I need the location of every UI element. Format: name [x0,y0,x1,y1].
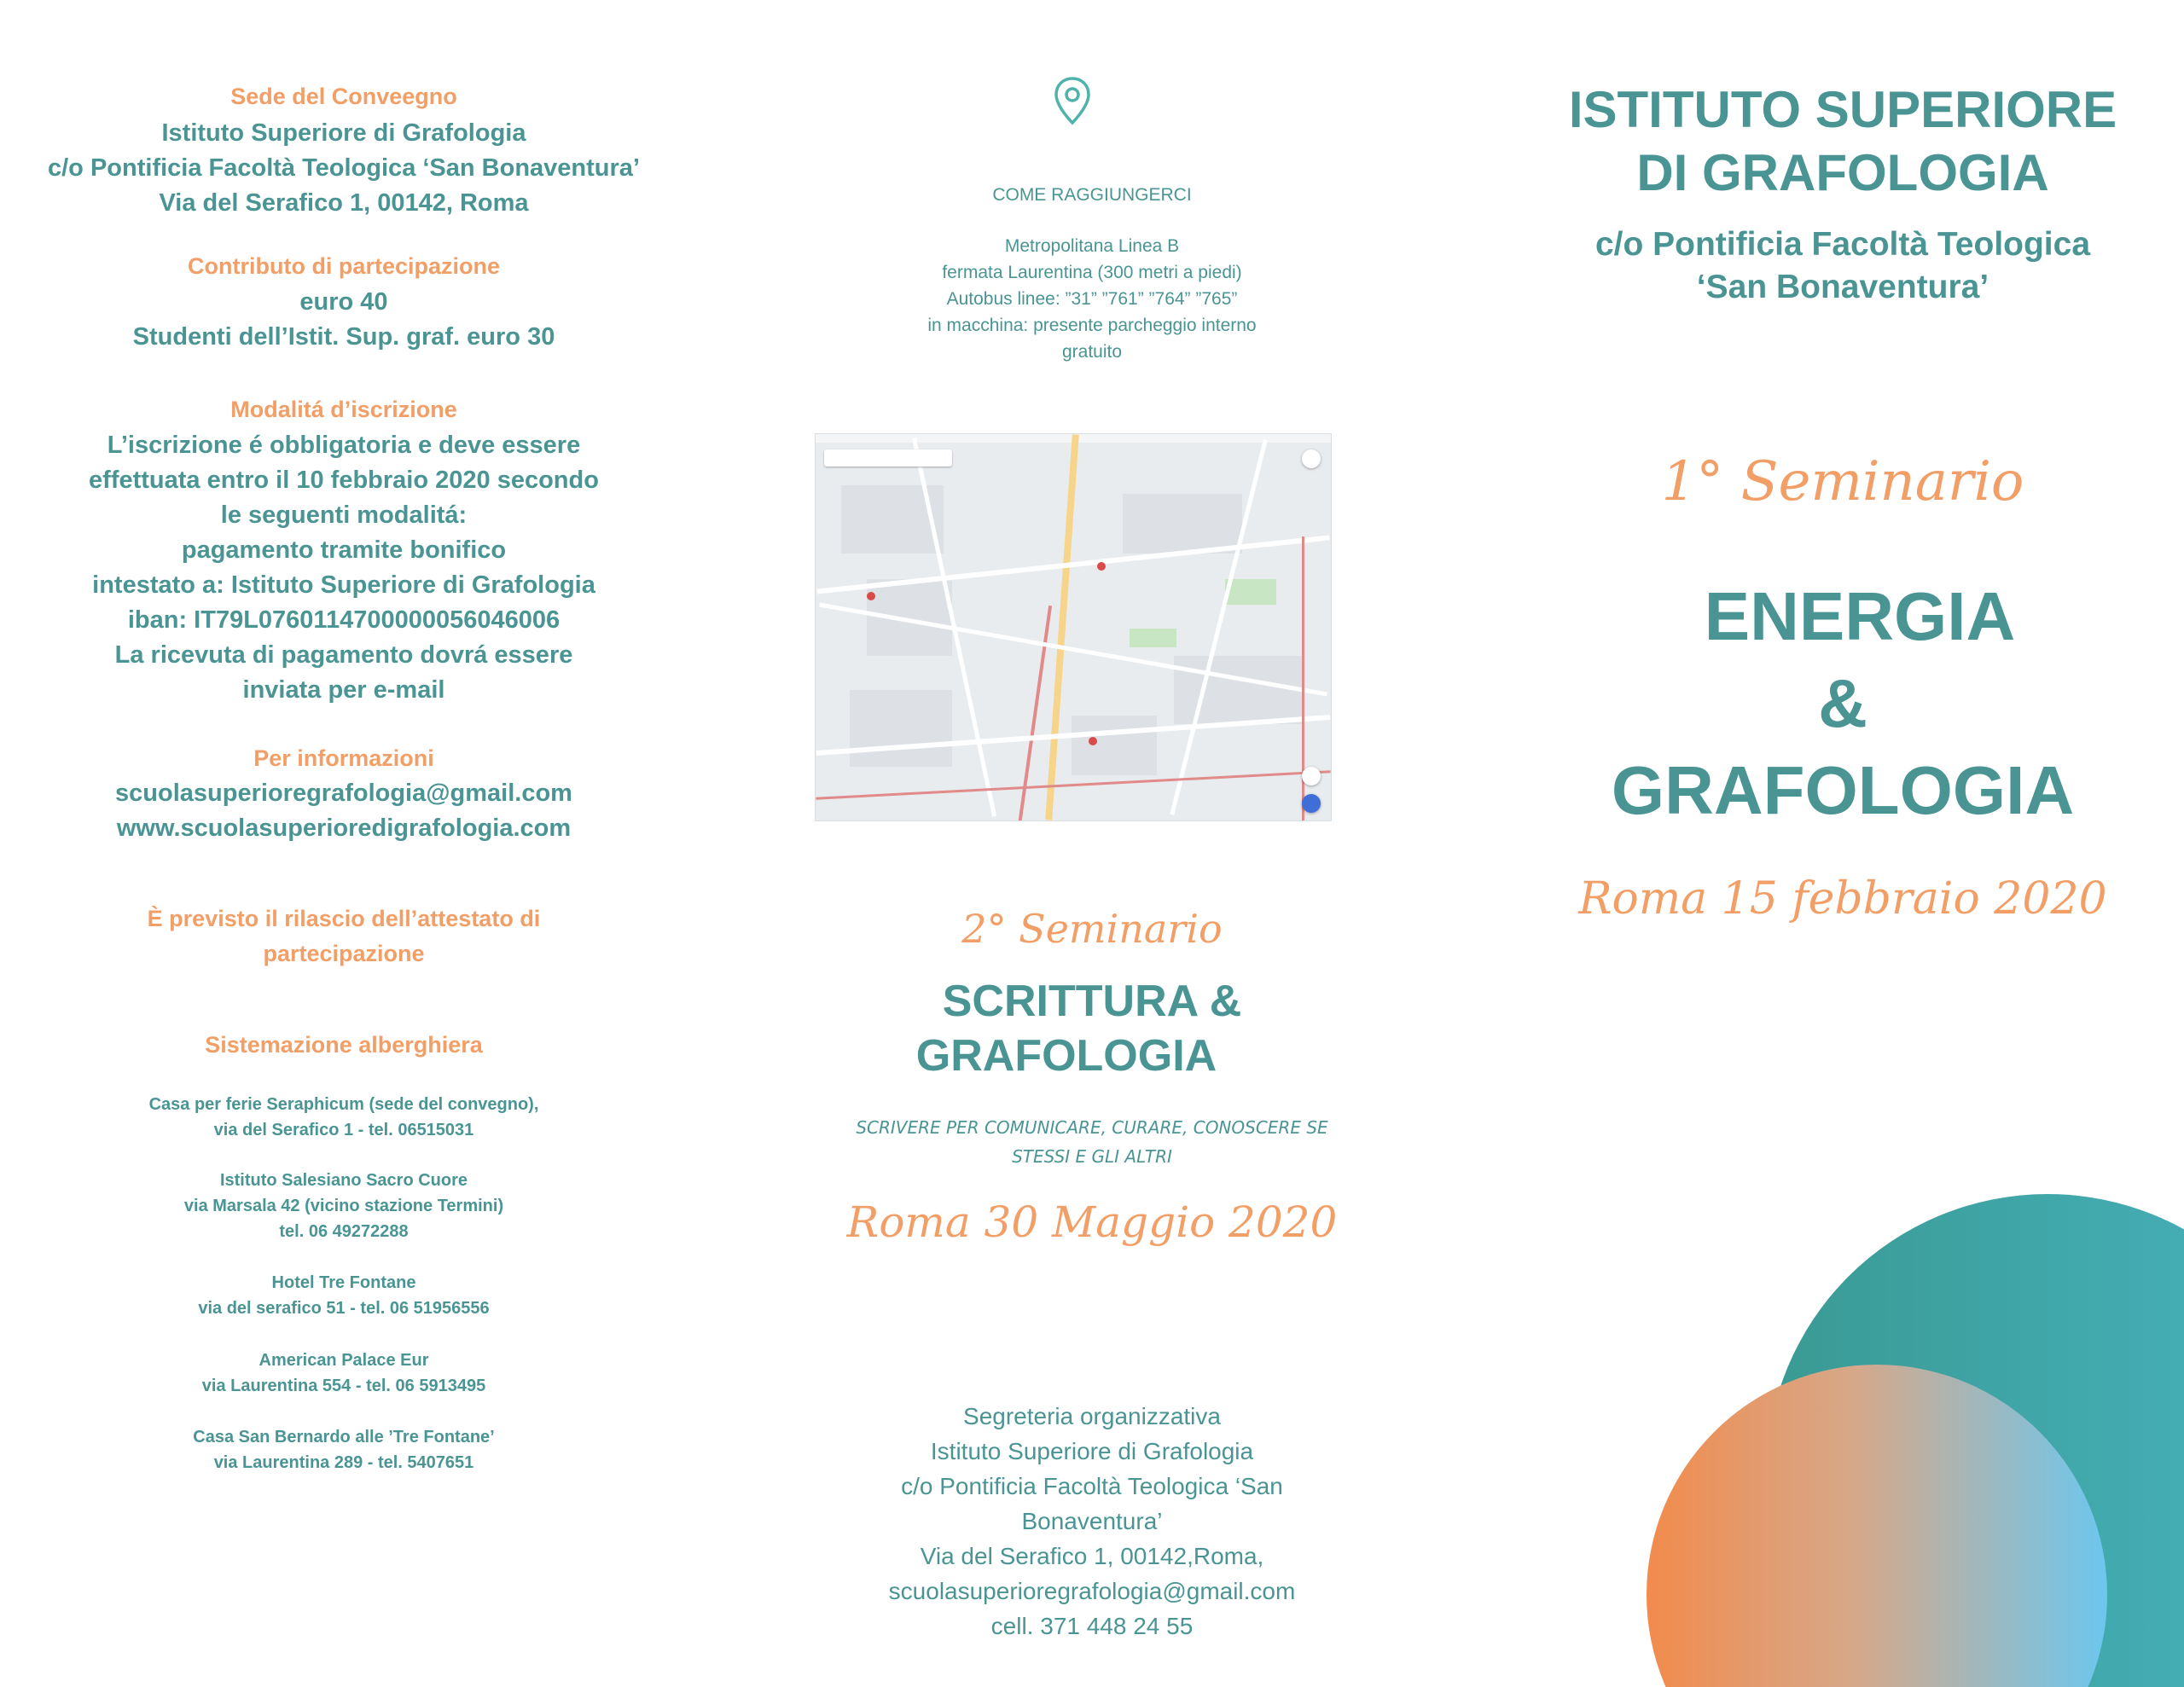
hotel-heading: Sistemazione alberghiera [205,1032,483,1058]
institute-title [1502,78,2184,205]
seminar2-subtitle-line: STESSI E GLI ALTRI [1012,1146,1172,1167]
enroll-line: La ricevuta di pagamento dovrá essere [114,641,573,669]
seminar1-title-line: & [1818,665,1867,741]
hotel-line: Casa per ferie Seraphicum (sede del convegno), [148,1095,539,1114]
map-marker [1089,737,1097,745]
fee-heading: Contributo di partecipazione [187,253,500,279]
secretariat-line: Istituto Superiore di Grafologia [930,1438,1254,1464]
hotel-entry [0,1092,688,1143]
hotel-entry [0,1348,688,1399]
map-marker [1097,562,1106,571]
map-park [1225,579,1276,605]
enroll-line: inviata per e-mail [242,676,445,704]
secretariat-block [768,1399,1416,1644]
hotel-line: Hotel Tre Fontane [271,1273,416,1292]
seminar2-date: Roma 30 Maggio 2020 [846,1197,1338,1247]
decorative-circles [1621,1194,2184,1687]
venue-line: c/o Pontificia Facoltà Teologica ‘San Bonaventura’ [48,154,640,182]
seminar1-title [1502,573,2184,834]
certificate-line: È previsto il rilascio dell’attestato di [147,906,541,931]
venue-heading: Sede del Conveegno [230,84,457,109]
location-pin-icon [1051,75,1094,128]
seminar1-title-line: ENERGIA [1704,578,2016,654]
seminar2-title-line: GRAFOLOGIA [915,1031,1217,1081]
institute-title-line: ISTITUTO SUPERIORE [1568,81,2117,138]
secretariat-line: Via del Serafico 1, 00142,Roma, [920,1543,1264,1569]
seminar2-title [768,974,1416,1083]
secretariat-line: Segreteria organizzativa [963,1403,1221,1429]
hotel-line: Istituto Salesiano Sacro Cuore [219,1171,468,1190]
seminar1-label: 1° Seminario [1661,450,2024,513]
map-park [1130,629,1176,647]
venue-line: Istituto Superiore di Grafologia [161,119,526,147]
directions-line: Autobus linee: ”31” ”761” ”764” ”765” [946,289,1238,309]
seminar2-title-line: SCRITTURA & [942,977,1242,1026]
enroll-line: le seguenti modalitá: [220,501,468,529]
map-layers-button [1302,449,1321,468]
institute-title-line: DI GRAFOLOGIA [1636,144,2049,201]
hotel-entry [0,1168,688,1244]
host-line: c/o Pontificia Facoltà Teologica [1594,226,2091,263]
enroll-iban: iban: IT79L0760114700000056046006 [127,606,561,634]
seminar2-subtitle-line: SCRIVERE PER COMUNICARE, CURARE, CONOSCERE SE [856,1117,1328,1138]
hotel-line: via del Serafico 1 - tel. 06515031 [213,1121,474,1139]
host-line: ‘San Bonaventura’ [1696,269,1989,305]
info-email[interactable]: scuolasuperioregrafologia@gmail.com [115,780,572,807]
map-directions-button [1302,794,1321,813]
directions-line: fermata Laurentina (300 metri a piedi) [942,263,1242,282]
hotel-line: tel. 06 49272288 [279,1222,409,1241]
enroll-line: intestato a: Istituto Superiore di Grafologia [92,571,595,599]
enroll-line: pagamento tramite bonifico [181,536,507,564]
certificate-line: partecipazione [263,941,425,966]
directions-line: in macchina: presente parcheggio interno [927,316,1257,335]
directions-line: Metropolitana Linea B [1004,236,1180,256]
enroll-line: effettuata entro il 10 febbraio 2020 secondo [89,467,599,494]
enroll-heading: Modalitá d’iscrizione [230,397,457,422]
fee-line: Studenti dell’Istit. Sup. graf. euro 30 [132,323,555,351]
secretariat-phone: cell. 371 448 24 55 [990,1613,1194,1639]
map-marker [867,592,875,600]
secretariat-line: c/o Pontificia Facoltà Teologica ‘San [901,1473,1283,1499]
hotel-entry [0,1424,688,1475]
hotel-line: via Marsala 42 (vicino stazione Termini) [183,1197,504,1215]
seminar1-date: Roma 15 febbraio 2020 [1578,873,2107,925]
info-website[interactable]: www.scuolasuperioredigrafologia.com [116,815,572,842]
directions-line: gratuito [1061,342,1123,362]
seminar1-title-line: GRAFOLOGIA [1611,752,2075,828]
map-search-bar [824,449,952,467]
certificate-note [0,901,688,971]
host-institution [1502,223,2184,309]
secretariat-line: Bonaventura’ [1021,1508,1163,1534]
directions-heading: COME RAGGIUNGERCI [992,185,1192,205]
hotel-line: Casa San Bernardo alle ’Tre Fontane’ [193,1428,495,1446]
secretariat-email[interactable]: scuolasuperioregrafologia@gmail.com [888,1578,1296,1604]
hotel-line: via del serafico 51 - tel. 06 51956556 [198,1299,490,1318]
enroll-line: L’iscrizione é obbligatoria e deve essere [107,432,581,459]
seminar2-subtitle [768,1113,1416,1171]
hotel-line: American Palace Eur [258,1351,429,1370]
venue-line: Via del Serafico 1, 00142, Roma [159,189,529,217]
map-image [815,433,1332,821]
map-compass-button [1302,767,1321,786]
hotel-entry [0,1270,688,1321]
info-heading: Per informazioni [253,745,434,771]
seminar2-label: 2° Seminario [961,906,1223,952]
fee-line: euro 40 [299,288,388,316]
hotel-line: via Laurentina 554 - tel. 06 5913495 [201,1377,486,1395]
hotel-line: via Laurentina 289 - tel. 5407651 [213,1453,474,1472]
